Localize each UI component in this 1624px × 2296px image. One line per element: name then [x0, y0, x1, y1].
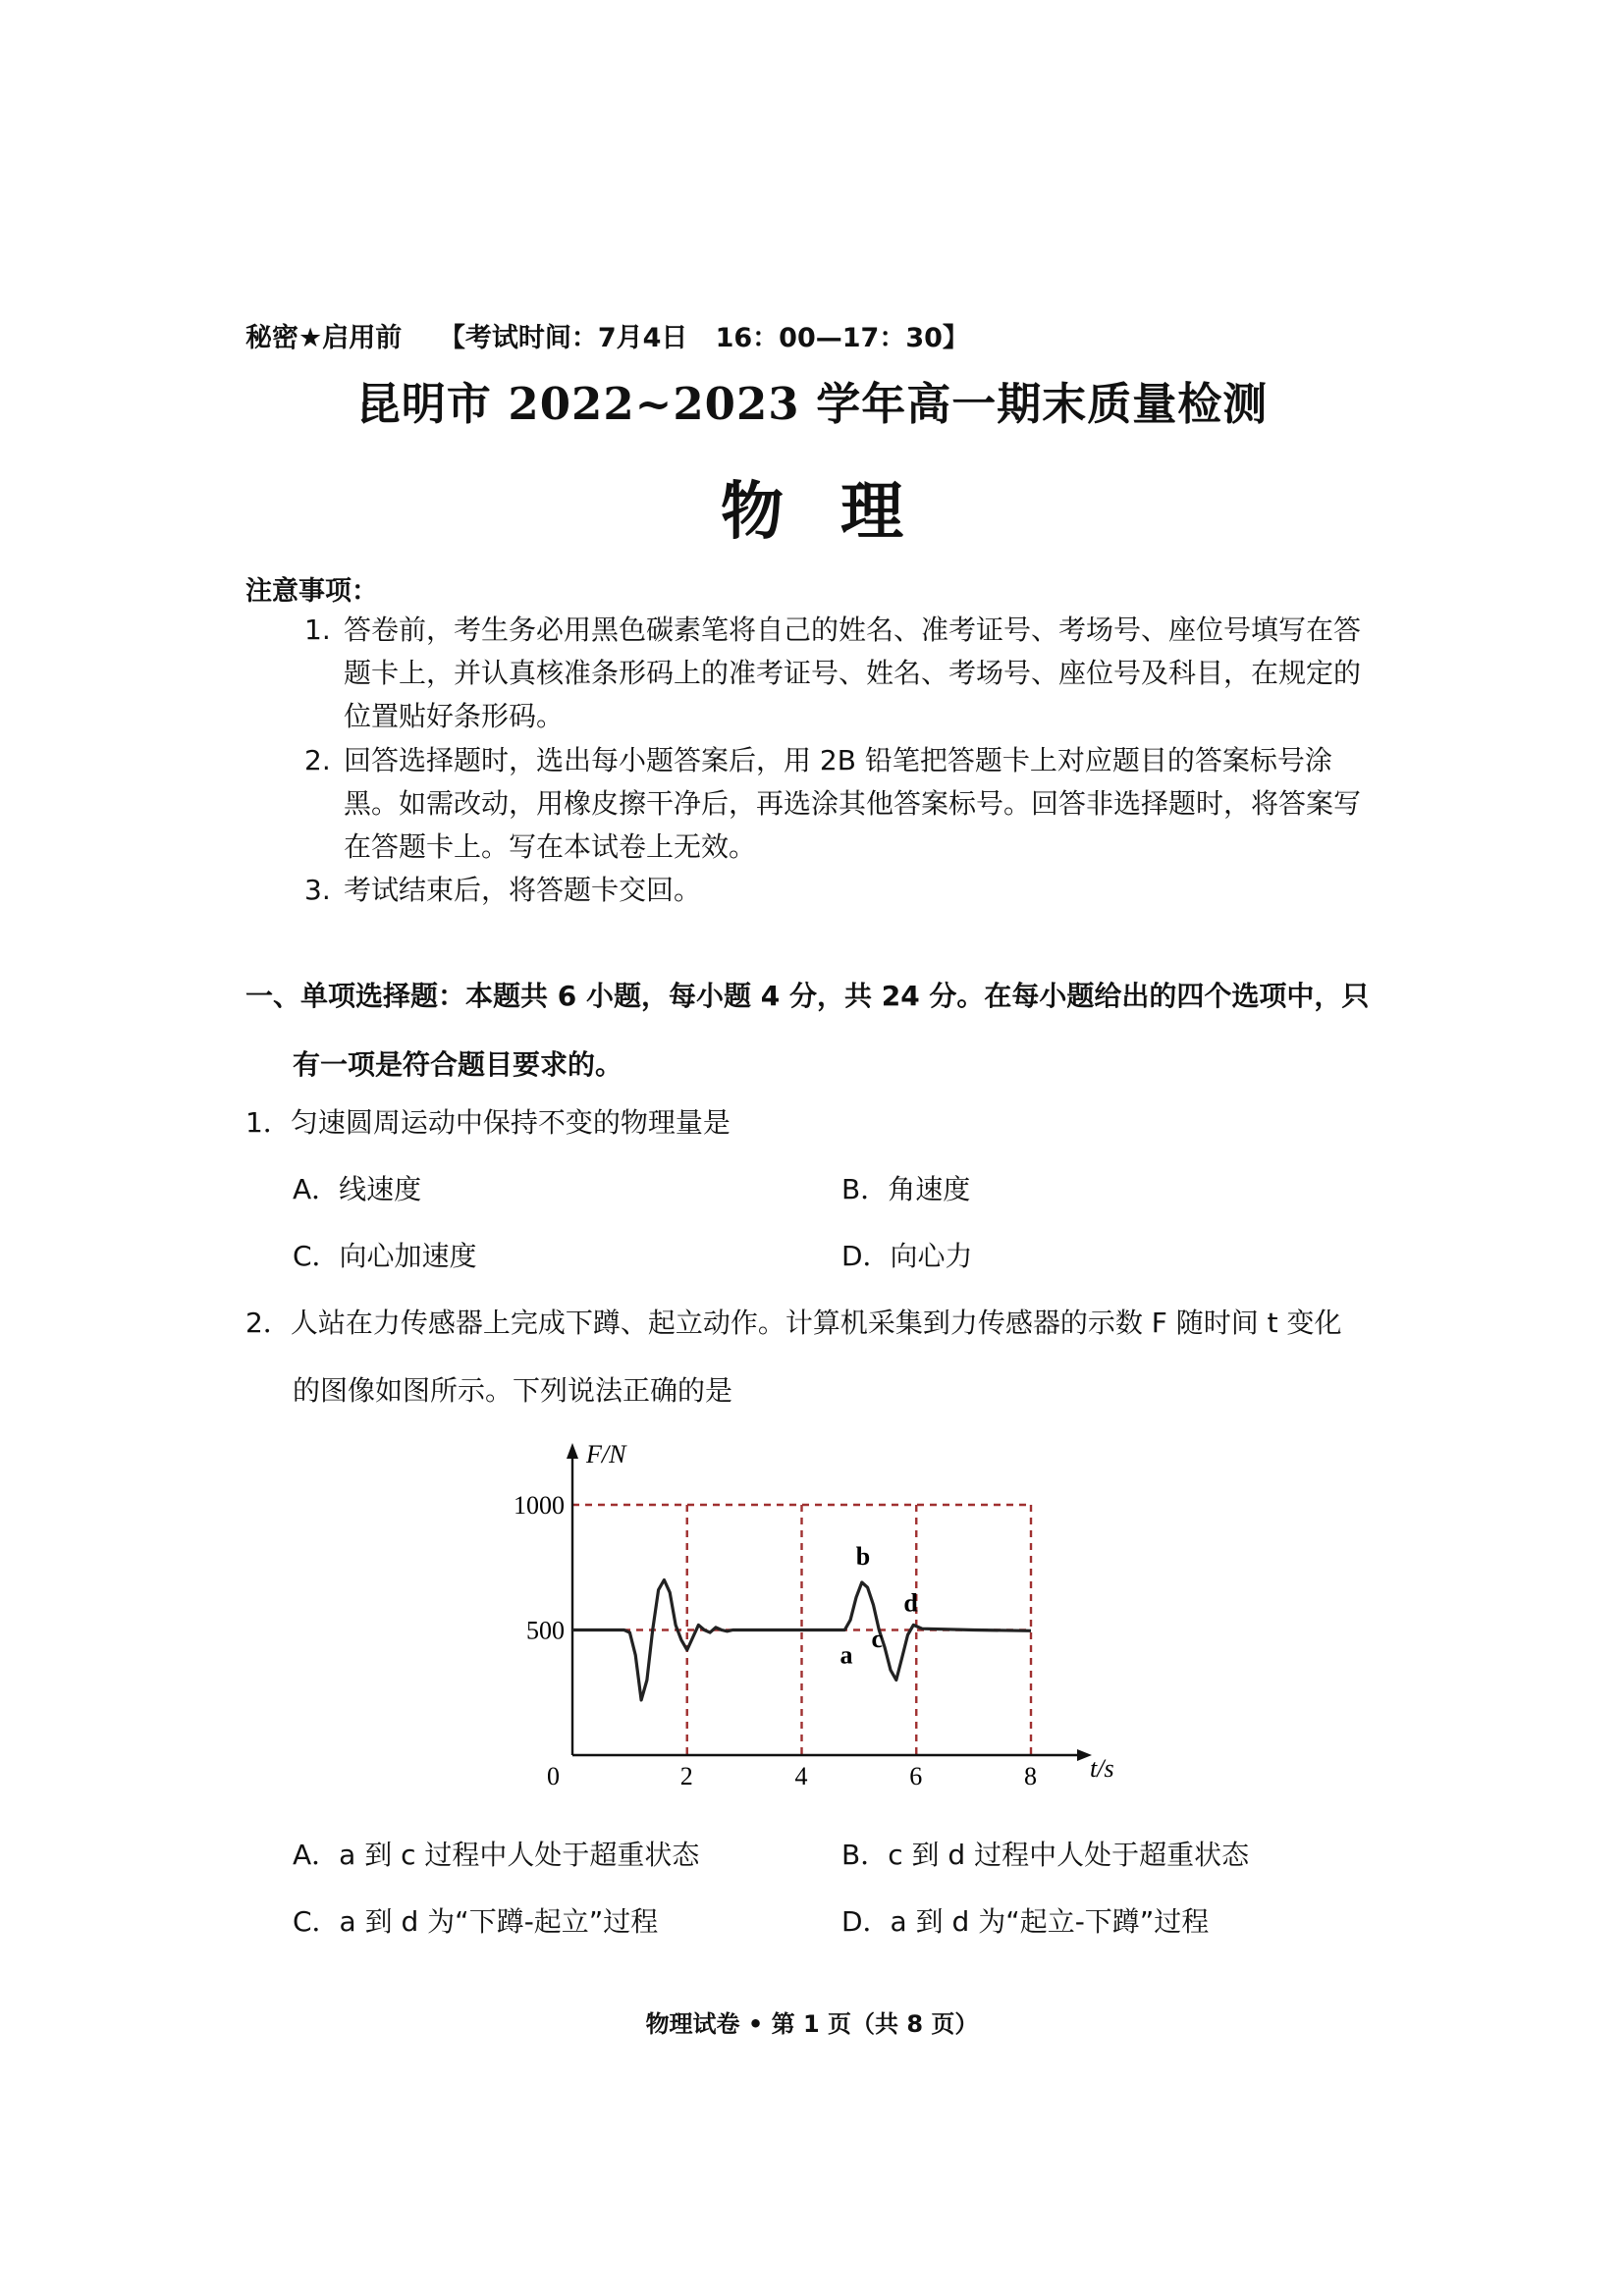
q2-option-c: C．a 到 d 为“下蹲-起立”过程: [293, 1905, 659, 1938]
y-tick-label: 1000: [514, 1491, 565, 1520]
q1-option-a: A．线速度: [293, 1173, 422, 1205]
section-heading: [245, 962, 1394, 1099]
force-time-chart: [491, 1433, 1159, 1787]
q2-option-d: D．a 到 d 为“起立-下蹲”过程: [841, 1905, 1210, 1938]
page-title: 昆明市 2022~2023 学年高一期末质量检测: [355, 378, 1269, 430]
subject-title: 物理: [721, 475, 960, 549]
x-tick-label: 4: [794, 1762, 808, 1787]
point-label-c: c: [871, 1625, 884, 1654]
notes-heading: 注意事项：: [245, 576, 378, 607]
x-tick-label: 6: [909, 1762, 923, 1787]
exam-header: [245, 316, 969, 354]
point-label-b: b: [855, 1542, 871, 1572]
q1-option-d: D．向心力: [841, 1240, 973, 1272]
note-item: [304, 609, 1384, 738]
x-tick-label: 2: [679, 1762, 693, 1787]
section-line-1: 一、单项选择题：本题共 6 小题，每小题 4 分，共 24 分。在每小题给出的四个选项中，只: [245, 980, 1370, 1012]
note-item: [304, 869, 1384, 912]
note-number: 1.: [304, 614, 331, 646]
point-label-d: d: [903, 1588, 918, 1618]
q1-option-c: C．向心加速度: [293, 1240, 477, 1272]
note-number: 2.: [304, 744, 331, 776]
note-number: 3.: [304, 874, 331, 906]
q2-option-b: B．c 到 d 过程中人处于超重状态: [841, 1839, 1250, 1871]
y-axis-label: F/N: [586, 1440, 626, 1468]
x-tick-label: 0: [547, 1762, 560, 1787]
note-text: 答卷前，考生务必用黑色碳素笔将自己的姓名、准考证号、考场号、座位号填写在答题卡上，并认真核准条形码上的准考证号、姓名、考场号、座位号及科目，在规定的位置贴好条形码。: [344, 614, 1362, 732]
q1-option-b: B．角速度: [841, 1173, 971, 1205]
page-footer: 物理试卷 • 第 1 页（共 8 页）: [645, 2010, 979, 2038]
q2-option-a: A．a 到 c 过程中人处于超重状态: [293, 1839, 700, 1871]
exam-time: 【考试时间：7月4日 16：00—17：30】: [438, 323, 969, 353]
note-text: 回答选择题时，选出每小题答案后，用 2B 铅笔把答题卡上对应题目的答案标号涂黑。如需改动，用橡皮擦干净后，再选涂其他答案标号。回答非选择题时，将答案写在答题卡上。写在本试卷上无效。: [344, 744, 1362, 863]
y-tick-label: 500: [526, 1616, 565, 1645]
question-1-stem: 1．匀速圆周运动中保持不变的物理量是: [245, 1106, 731, 1139]
note-item: [304, 739, 1384, 869]
point-label-a: a: [839, 1640, 853, 1670]
y-axis-arrow-icon: [567, 1443, 578, 1459]
secret-label: 秘密★启用前: [245, 323, 403, 353]
x-tick-label: 8: [1024, 1762, 1037, 1787]
question-2-stem-line-2: 的图像如图所示。下列说法正确的是: [293, 1374, 733, 1407]
question-2-stem-line-1: 2．人站在力传感器上完成下蹲、起立动作。计算机采集到力传感器的示数 F 随时间 t 变化: [245, 1307, 1342, 1339]
section-line-2: 有一项是符合题目要求的。: [293, 1048, 623, 1081]
chart-layer: [514, 1440, 1114, 1787]
note-text: 考试结束后，将答题卡交回。: [344, 874, 702, 906]
x-axis-label: t/s: [1090, 1754, 1114, 1783]
